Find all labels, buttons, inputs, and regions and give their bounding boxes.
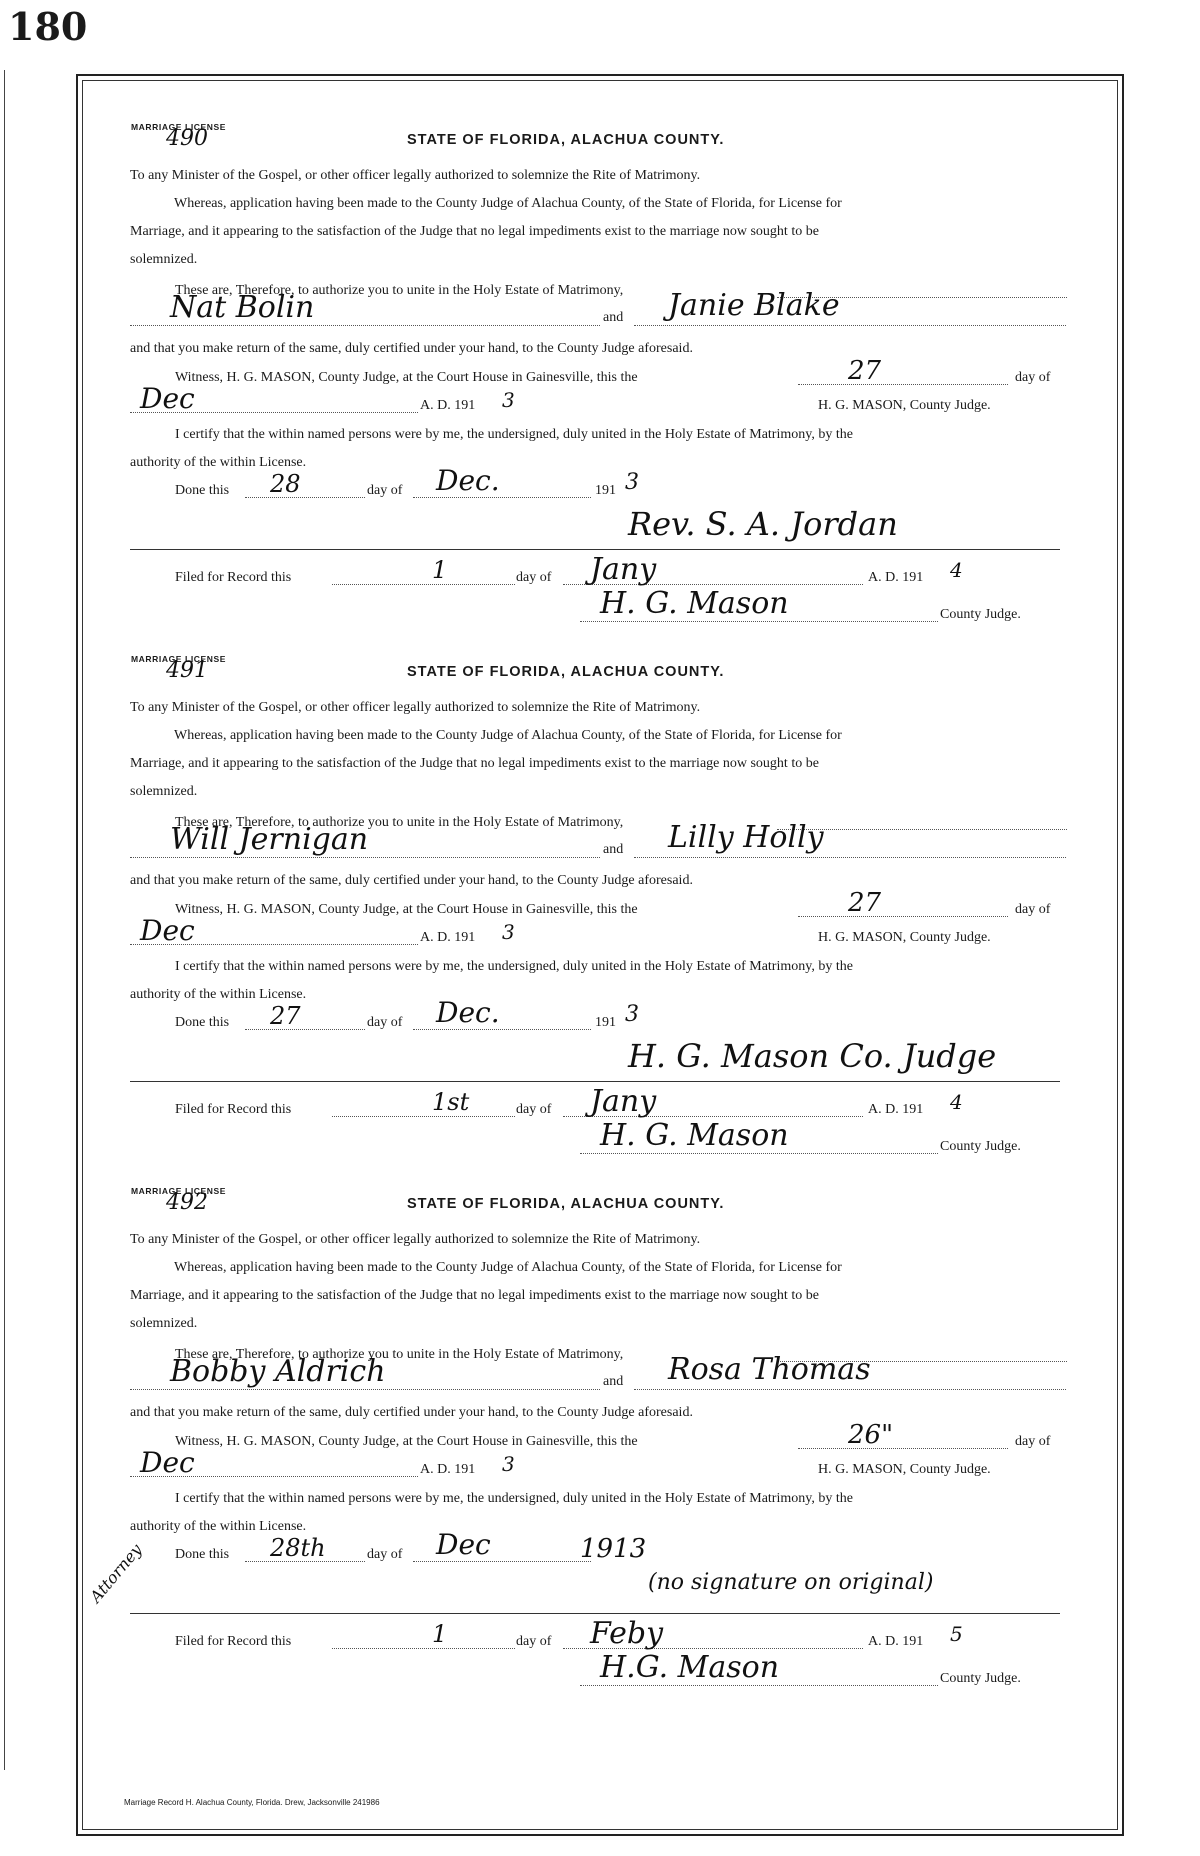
witness-line: Witness, H. G. MASON, County Judge, at the Court House in Gainesville, this the [175,902,638,917]
section-divider [130,1613,1060,1614]
filed-month: Jany [590,552,657,587]
section-divider [130,1081,1060,1082]
groom-field-line [130,325,600,326]
filed-day-of-label: day of [516,1102,552,1117]
groom-field-line [130,1389,600,1390]
done-day-line [245,1029,365,1030]
judge-label: H. G. MASON, County Judge. [818,1462,991,1477]
witness-month: Dec [140,382,195,415]
filed-day-line [332,1648,515,1649]
these-are-line: These are, Therefore, to authorize you to unite in the Holy Estate of Matrimony, [175,815,624,830]
witness-year: 3 [502,920,515,944]
certify-line-1: I certify that the within named persons were by me, the undersigned, duly united in the Holy Estate of Matrimony, by the [175,1491,853,1506]
done-month-line [413,1561,591,1562]
county-judge-label: County Judge. [940,1671,1021,1686]
certify-line-2: authority of the within License. [130,455,307,470]
done-day: 28 [270,470,301,498]
certify-line-2: authority of the within License. [130,987,307,1002]
whereas-line-3: solemnized. [130,252,198,267]
filed-day-of-label: day of [516,1634,552,1649]
filed-year: 5 [950,1622,963,1646]
done-year-label: 191 [595,483,616,498]
done-day-line [245,497,365,498]
officiant-signature: Rev. S. A. Jordan [628,505,898,543]
filed-signature: H. G. Mason [600,586,789,621]
state-heading: STATE OF FLORIDA, ALACHUA COUNTY. [407,664,725,680]
ad-label: A. D. 191 [420,930,476,945]
filed-day: 1st [432,1088,470,1116]
certify-line-1: I certify that the within named persons were by me, the undersigned, duly united in the Holy Estate of Matrimony, by the [175,959,853,974]
groom-field-line [130,857,600,858]
margin-note: Attorney [86,1540,146,1607]
state-heading: STATE OF FLORIDA, ALACHUA COUNTY. [407,132,725,148]
certify-line-1: I certify that the within named persons were by me, the undersigned, duly united in the Holy Estate of Matrimony, by the [175,427,853,442]
witness-month: Dec [140,914,195,947]
judge-label: H. G. MASON, County Judge. [818,398,991,413]
done-month-line [413,1029,591,1030]
witness-line: Witness, H. G. MASON, County Judge, at the Court House in Gainesville, this the [175,1434,638,1449]
page-number: 180 [8,4,88,49]
ad-label: A. D. 191 [420,398,476,413]
filed-month: Jany [590,1084,657,1119]
done-this-label: Done this [175,483,230,498]
witness-day-line [798,1448,1008,1449]
return-line: and that you make return of the same, duly certified under your hand, to the County Judge aforesaid. [130,1405,693,1420]
print-footer: Marriage Record H. Alachua County, Florida. Drew, Jacksonville 241986 [124,1798,380,1807]
witness-year: 3 [502,388,515,412]
filed-month: Feby [590,1616,664,1651]
filed-day: 1 [432,556,448,584]
done-year: 3 [625,470,639,495]
county-judge-label: County Judge. [940,1139,1021,1154]
whereas-line-1: Whereas, application having been made to the County Judge of Alachua County, of the State of Florida, for License for [174,196,842,211]
license-header-label: MARRIAGE LICENSE [131,122,227,132]
filed-label: Filed for Record this [175,1102,292,1117]
filed-label: Filed for Record this [175,570,292,585]
whereas-line-3: solemnized. [130,784,198,799]
bride-field-line [634,857,1066,858]
witness-day: 27 [848,888,882,918]
license-header-label: MARRIAGE LICENSE [131,1186,227,1196]
witness-day-line [798,384,1008,385]
bride-field-line [634,325,1066,326]
return-line: and that you make return of the same, duly certified under your hand, to the County Judge aforesaid. [130,873,693,888]
bride-name: Rosa Thomas [668,1352,871,1387]
to-minister-line: To any Minister of the Gospel, or other officer legally authorized to solemnize the Rite of Matrimony. [130,1232,701,1247]
filed-ad-label: A. D. 191 [868,570,924,585]
and-label: and [603,310,624,325]
witness-line: Witness, H. G. MASON, County Judge, at the Court House in Gainesville, this the [175,370,638,385]
section-divider [130,549,1060,550]
license-number: 492 [166,1190,208,1215]
witness-day-line [798,916,1008,917]
done-year: 3 [625,1002,639,1027]
bride-field-line [634,1389,1066,1390]
certify-line-2: authority of the within License. [130,1519,307,1534]
groom-name: Will Jernigan [170,822,369,857]
bride-name: Janie Blake [668,288,840,323]
license-header-label: MARRIAGE LICENSE [131,654,227,664]
whereas-line-2: Marriage, and it appearing to the satisfaction of the Judge that no legal impediments exist to the marriage now sought to be [130,224,819,239]
groom-name: Bobby Aldrich [170,1354,386,1389]
filed-signature-line [580,621,938,622]
filed-day: 1 [432,1620,448,1648]
done-day-of-label: day of [367,1547,403,1562]
done-year-label: 191 [595,1015,616,1030]
filed-year: 4 [950,1090,963,1114]
done-month: Dec. [436,996,500,1029]
and-label: and [603,842,624,857]
done-this-label: Done this [175,1015,230,1030]
witness-day-of-label: day of [1015,1434,1051,1449]
ad-label: A. D. 191 [420,1462,476,1477]
witness-year: 3 [502,1452,515,1476]
done-day: 28th [270,1534,326,1562]
and-label: and [603,1374,624,1389]
page-edge-line [4,70,5,1770]
done-month-line [413,497,591,498]
done-day: 27 [270,1002,301,1030]
witness-day: 26" [848,1420,894,1450]
done-this-label: Done this [175,1547,230,1562]
these-are-line: These are, Therefore, to authorize you to unite in the Holy Estate of Matrimony, [175,283,624,298]
return-line: and that you make return of the same, duly certified under your hand, to the County Judge aforesaid. [130,341,693,356]
filed-ad-label: A. D. 191 [868,1634,924,1649]
done-day-of-label: day of [367,1015,403,1030]
to-minister-line: To any Minister of the Gospel, or other officer legally authorized to solemnize the Rite of Matrimony. [130,168,701,183]
whereas-line-2: Marriage, and it appearing to the satisfaction of the Judge that no legal impediments exist to the marriage now sought to be [130,756,819,771]
county-judge-label: County Judge. [940,607,1021,622]
to-minister-line: To any Minister of the Gospel, or other officer legally authorized to solemnize the Rite of Matrimony. [130,700,701,715]
witness-month: Dec [140,1446,195,1479]
witness-day-of-label: day of [1015,370,1051,385]
done-day-of-label: day of [367,483,403,498]
filed-ad-label: A. D. 191 [868,1102,924,1117]
whereas-line-1: Whereas, application having been made to the County Judge of Alachua County, of the State of Florida, for License for [174,728,842,743]
state-heading: STATE OF FLORIDA, ALACHUA COUNTY. [407,1196,725,1212]
filed-year: 4 [950,558,963,582]
filed-signature-line [580,1685,938,1686]
whereas-line-1: Whereas, application having been made to the County Judge of Alachua County, of the State of Florida, for License for [174,1260,842,1275]
done-month: Dec. [436,464,500,497]
officiant-signature: (no signature on original) [648,1570,934,1595]
whereas-line-3: solemnized. [130,1316,198,1331]
filed-day-line [332,584,515,585]
judge-label: H. G. MASON, County Judge. [818,930,991,945]
these-are-line: These are, Therefore, to authorize you to unite in the Holy Estate of Matrimony, [175,1347,624,1362]
license-number: 490 [166,126,208,151]
filed-signature: H.G. Mason [600,1650,780,1685]
filed-label: Filed for Record this [175,1634,292,1649]
whereas-line-2: Marriage, and it appearing to the satisfaction of the Judge that no legal impediments exist to the marriage now sought to be [130,1288,819,1303]
groom-name: Nat Bolin [170,290,315,325]
done-month: Dec [436,1528,491,1561]
bride-name: Lilly Holly [668,820,824,855]
filed-day-of-label: day of [516,570,552,585]
done-year: 1913 [580,1534,647,1564]
witness-day: 27 [848,356,882,386]
filed-signature-line [580,1153,938,1154]
filed-signature: H. G. Mason [600,1118,789,1153]
filed-day-line [332,1116,515,1117]
witness-day-of-label: day of [1015,902,1051,917]
license-number: 491 [166,658,208,683]
officiant-signature: H. G. Mason Co. Judge [628,1037,997,1075]
